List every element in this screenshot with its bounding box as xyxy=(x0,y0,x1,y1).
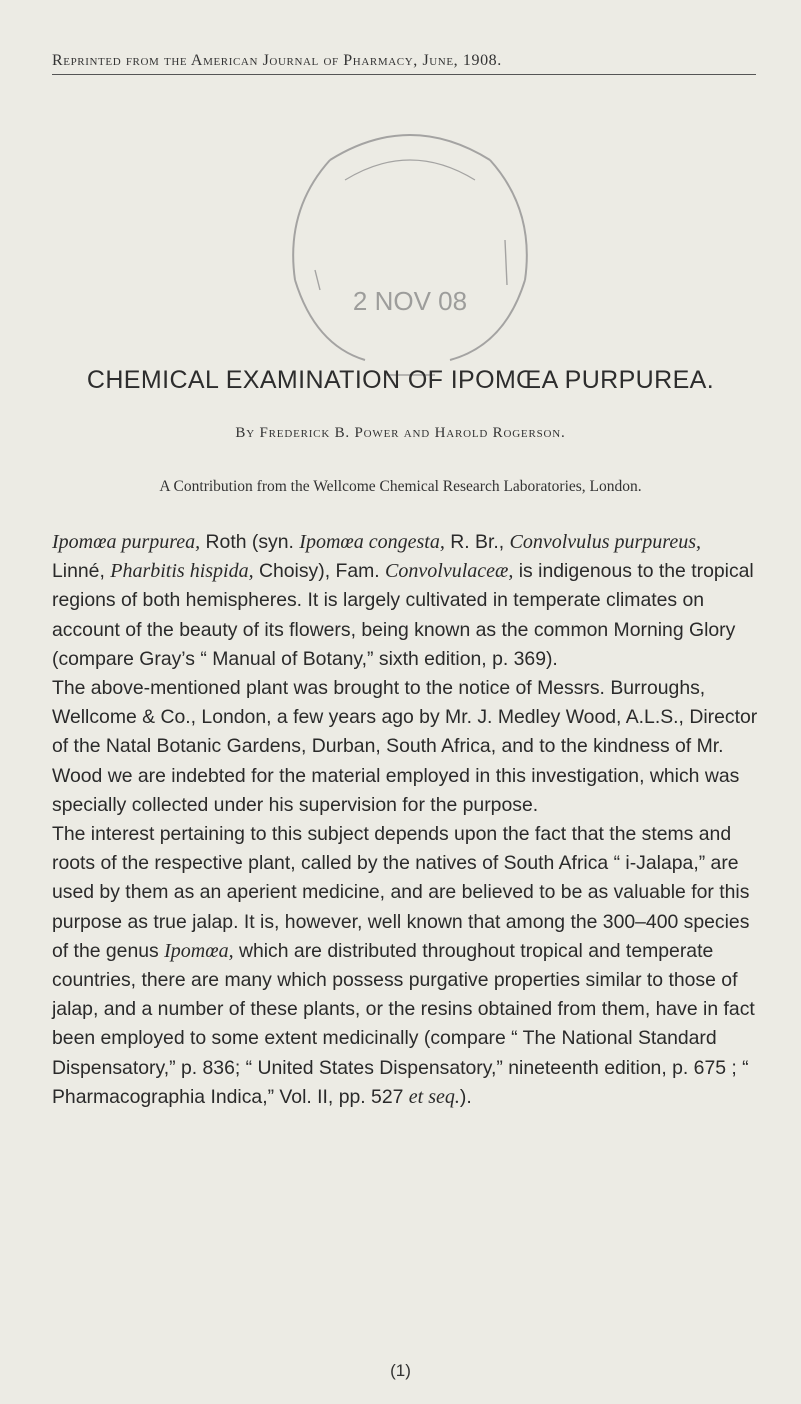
article-authors: By Frederick B. Power and Harold Rogerson. xyxy=(235,425,566,441)
header-rule xyxy=(52,74,756,75)
page-number: (1) xyxy=(390,1361,411,1380)
running-header: Reprinted from the American Journal of Pharmacy, June, 1908. xyxy=(52,52,502,69)
article-body xyxy=(52,528,759,1112)
paragraph-1: Ipomœa purpurea, Roth (syn. Ipomœa congesta, R. Br., Convolvulus purpureus, Linné, Pharbitis hispida, Choisy), Fam. Convolvulaceæ, is indigenous to the tropical regions of both hemispheres. It is largely cultivated in temperate climates on account of the beauty of its flowers, being known as the common Morning Glory (compare Gray’s “ Manual of Botany,” sixth edition, p. 369). xyxy=(52,531,754,670)
article-title: CHEMICAL EXAMINATION OF IPOMŒA PURPUREA. xyxy=(86,366,715,394)
contribution-line: A Contribution from the Wellcome Chemical Research Laboratories, London. xyxy=(159,478,642,495)
paragraph-2: The above-mentioned plant was brought to the notice of Messrs. Burroughs, Wellcome & Co., London, a few years ago by Mr. J. Medley Wood, A.L.S., Director of the Natal Botanic Gardens, Durban, South Africa, and to the kindness of Mr. Wood we are indebted for the material employed in this investigation, which was specially collected under his supervision for the purpose. xyxy=(52,677,758,816)
paragraph-3: The interest pertaining to this subject depends upon the fact that the stems and roots of the respective plant, called by the natives of South Africa “ i-Jalapa,” are used by them as an aperient medicine, and are believed to be as valuable for this purpose as true jalap. It is, however, well known that among the 300–400 species of the genus Ipomœa, which are distributed throughout tropical and temperate countries, there are many which possess purgative properties similar to those of jalap, and a number of these plants, or the resins obtained from them, have in fact been employed to some extent medicinally (compare “ The National Standard Dispensatory,” p. 836; “ United States Dispensatory,” nineteenth edition, p. 675 ; “ Pharmacographia Indica,” Vol. II, pp. 527 et seq.). xyxy=(52,823,755,1108)
stamp-date: 2 NOV 08 xyxy=(352,286,468,316)
